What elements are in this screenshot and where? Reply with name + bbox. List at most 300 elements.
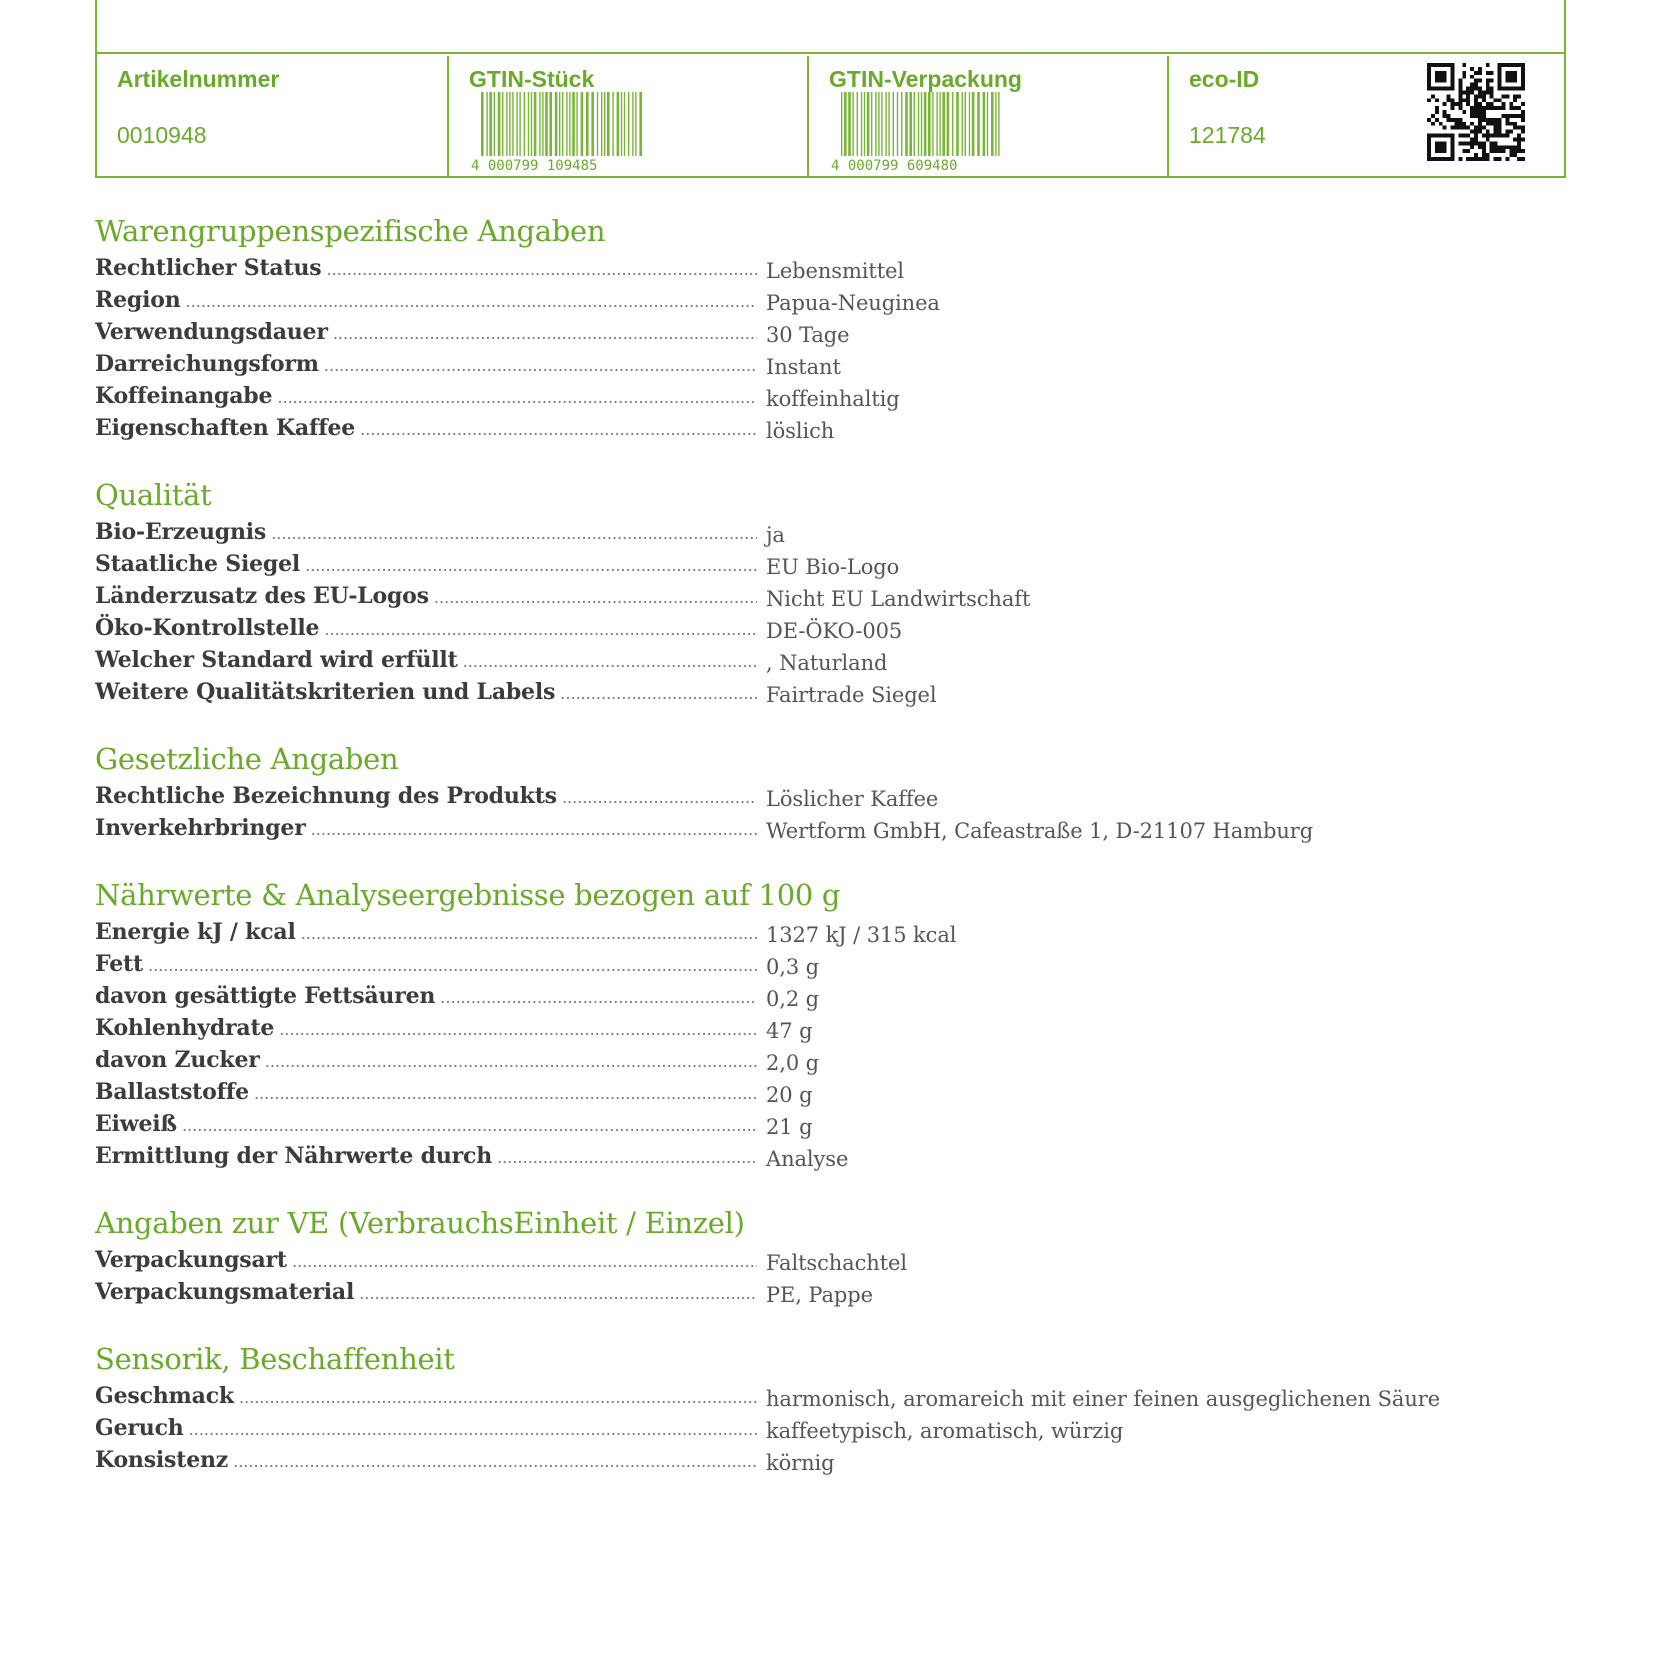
qr-module <box>1474 79 1478 83</box>
spec-label <box>95 516 757 550</box>
qr-module <box>1478 67 1482 71</box>
spec-value: Nicht EU Landwirtschaft <box>766 587 1031 611</box>
section <box>95 876 1575 1172</box>
qr-module <box>1454 102 1458 106</box>
spec-label-text: Kohlenhydrate <box>95 1015 275 1041</box>
spec-label <box>95 1412 757 1446</box>
spec-label-text: Weitere Qualitätskriterien und Labels <box>95 679 556 705</box>
qr-module <box>1486 102 1490 106</box>
spec-row <box>95 380 1575 412</box>
qr-module <box>1474 94 1478 98</box>
spec-value: harmonisch, aromareich mit einer feinen ausgeglichenen Säure <box>766 1387 1441 1411</box>
spec-label-text: Staatliche Siegel <box>95 551 301 577</box>
qr-module <box>1447 94 1451 98</box>
qr-module <box>1470 83 1474 87</box>
barcode-bar <box>924 92 927 156</box>
qr-module <box>1470 130 1474 134</box>
spec-label <box>95 676 757 710</box>
qr-module <box>1462 63 1466 67</box>
qr-module <box>1486 63 1490 67</box>
barcode-bar <box>936 92 937 156</box>
qr-module <box>1517 137 1521 141</box>
qr-module <box>1466 94 1470 98</box>
qr-module <box>1501 114 1505 118</box>
qr-module <box>1458 94 1462 98</box>
qr-module <box>1474 137 1478 141</box>
qr-module <box>1501 145 1505 149</box>
spec-row <box>95 348 1575 380</box>
barcode-bar <box>621 92 622 156</box>
qr-module <box>1458 134 1462 138</box>
qr-module <box>1474 153 1478 157</box>
qr-module <box>1486 153 1490 157</box>
qr-module <box>1462 122 1466 126</box>
qr-module <box>1521 118 1525 122</box>
spec-label-text: davon Zucker <box>95 1047 260 1073</box>
barcode-bar <box>864 92 865 156</box>
qr-module <box>1521 149 1525 153</box>
barcode-bar <box>901 92 902 156</box>
barcode-bar <box>977 92 980 156</box>
qr-module <box>1490 134 1494 138</box>
spec-value: 0,2 g <box>766 987 820 1011</box>
qr-module <box>1478 71 1482 75</box>
barcode-bar <box>965 92 966 156</box>
qr-module <box>1494 122 1498 126</box>
spec-label-text: Geschmack <box>95 1383 234 1409</box>
product-id-header <box>95 0 1566 178</box>
barcode-bar <box>581 92 584 156</box>
spec-label <box>95 348 757 382</box>
qr-module <box>1462 75 1466 79</box>
qr-module <box>1458 87 1462 91</box>
qr-module <box>1509 130 1513 134</box>
barcode-bar <box>607 92 610 156</box>
barcode-bar <box>632 92 633 156</box>
qr-module <box>1486 87 1490 91</box>
qr-module <box>1517 126 1521 130</box>
qr-module <box>1490 122 1494 126</box>
qr-module <box>1486 83 1490 87</box>
qr-module <box>1513 98 1517 102</box>
spec-label <box>95 1044 757 1078</box>
qr-module <box>1494 134 1498 138</box>
barcode-bar <box>867 92 870 156</box>
barcode-bar <box>576 92 577 156</box>
qr-module <box>1482 141 1486 145</box>
qr-module <box>1490 79 1494 83</box>
qr-module <box>1490 141 1494 145</box>
qr-module <box>1517 145 1521 149</box>
qr-module <box>1482 114 1486 118</box>
qr-module <box>1482 110 1486 114</box>
spec-row <box>95 1276 1575 1308</box>
spec-row <box>95 612 1575 644</box>
spec-label <box>95 948 757 982</box>
artikelnummer-value: 0010948 <box>117 122 207 148</box>
spec-row <box>95 516 1575 548</box>
qr-module <box>1494 157 1498 161</box>
spec-label <box>95 1380 757 1414</box>
qr-module <box>1509 122 1513 126</box>
qr-module <box>1458 122 1462 126</box>
barcode-bar <box>875 92 876 156</box>
barcode-bar <box>878 92 879 156</box>
spec-value: Löslicher Kaffee <box>766 787 939 811</box>
qr-module <box>1474 106 1478 110</box>
spec-value: 20 g <box>766 1083 813 1107</box>
qr-module <box>1482 106 1486 110</box>
spec-label <box>95 1012 757 1046</box>
qr-module <box>1490 90 1494 94</box>
section <box>95 740 1575 844</box>
qr-module <box>1454 118 1458 122</box>
qr-module <box>1494 126 1498 130</box>
qr-module <box>1513 114 1517 118</box>
qr-module <box>1466 134 1470 138</box>
qr-module <box>1486 79 1490 83</box>
qr-module <box>1509 149 1513 153</box>
qr-module <box>1443 102 1447 106</box>
gtin-verpackung-label: GTIN-Verpackung <box>829 66 1022 92</box>
qr-module <box>1447 98 1451 102</box>
spec-row <box>95 252 1575 284</box>
spec-label <box>95 1444 757 1478</box>
barcode-bar <box>516 92 517 156</box>
spec-row <box>95 548 1575 580</box>
spec-value: Instant <box>766 355 841 379</box>
spec-row <box>95 812 1575 844</box>
spec-label-text: Ermittlung der Nährwerte durch <box>95 1143 492 1169</box>
qr-module <box>1478 145 1482 149</box>
barcode-bar <box>905 92 908 156</box>
spec-value: Analyse <box>766 1147 849 1171</box>
qr-module <box>1494 149 1498 153</box>
spec-label <box>95 644 757 678</box>
barcode-bar <box>881 92 882 156</box>
spec-label-text: Eiweiß <box>95 1111 177 1137</box>
barcode-bar <box>628 92 629 156</box>
qr-module <box>1470 75 1474 79</box>
spec-label-text: Konsistenz <box>95 1447 229 1473</box>
qr-module <box>1513 106 1517 110</box>
qr-module <box>1505 134 1509 138</box>
qr-module <box>1486 134 1490 138</box>
spec-label <box>95 1076 757 1110</box>
qr-module <box>1470 90 1474 94</box>
qr-module <box>1451 126 1455 130</box>
section <box>95 1340 1575 1476</box>
qr-module <box>1462 110 1466 114</box>
qr-module <box>1501 94 1505 98</box>
barcode-bar <box>928 92 931 156</box>
qr-module <box>1451 102 1455 106</box>
spec-value: Fairtrade Siegel <box>766 683 937 707</box>
section-title: Sensorik, Beschaffenheit <box>95 1342 455 1376</box>
qr-module <box>1451 106 1455 110</box>
barcode-bar <box>506 92 507 156</box>
spec-label-text: Inverkehrbringer <box>95 815 306 841</box>
qr-module <box>1458 141 1462 145</box>
barcode-bar <box>914 92 915 156</box>
qr-module <box>1498 126 1502 130</box>
barcode-bar <box>498 92 501 156</box>
qr-module <box>1517 106 1521 110</box>
spec-row <box>95 1140 1575 1172</box>
spec-label-text: Verpackungsmaterial <box>95 1279 355 1305</box>
spec-row <box>95 676 1575 708</box>
qr-module <box>1505 122 1509 126</box>
qr-module <box>1462 71 1466 75</box>
spec-label-text: Verpackungsart <box>95 1247 287 1273</box>
barcode-bar <box>549 92 552 156</box>
qr-module <box>1431 114 1435 118</box>
qr-module <box>1462 141 1466 145</box>
qr-module <box>1513 122 1517 126</box>
spec-row <box>95 284 1575 316</box>
eco-id-value: 121784 <box>1189 122 1266 148</box>
qr-module <box>1521 114 1525 118</box>
qr-module <box>1458 83 1462 87</box>
section <box>95 212 1575 444</box>
barcode-bar <box>566 92 567 156</box>
spec-value: 0,3 g <box>766 955 820 979</box>
barcode-bar <box>489 92 492 156</box>
qr-module <box>1501 102 1505 106</box>
barcode-bar <box>502 92 503 156</box>
qr-module <box>1454 126 1458 130</box>
spec-value: DE-ÖKO-005 <box>766 619 903 643</box>
qr-module <box>1466 102 1470 106</box>
qr-module <box>1435 141 1447 153</box>
qr-module <box>1517 141 1521 145</box>
qr-module <box>1501 134 1505 138</box>
barcode-bar <box>597 92 598 156</box>
qr-module <box>1462 90 1466 94</box>
qr-module <box>1490 71 1494 75</box>
qr-module <box>1494 145 1498 149</box>
barcode-bar <box>969 92 970 156</box>
spec-label-text: Länderzusatz des EU-Logos <box>95 583 429 609</box>
qr-module <box>1478 118 1482 122</box>
qr-module <box>1505 130 1509 134</box>
spec-label <box>95 284 757 318</box>
spec-row <box>95 580 1575 612</box>
spec-row <box>95 1412 1575 1444</box>
spec-row <box>95 980 1575 1012</box>
qr-module <box>1490 118 1494 122</box>
qr-module <box>1462 134 1466 138</box>
qr-module <box>1478 79 1482 83</box>
spec-label <box>95 612 757 646</box>
qr-module <box>1435 106 1439 110</box>
qr-module <box>1474 126 1478 130</box>
spec-value: , Naturland <box>766 651 888 675</box>
qr-module <box>1501 106 1505 110</box>
qr-module <box>1498 145 1502 149</box>
qr-module <box>1486 122 1490 126</box>
qr-module <box>1466 98 1470 102</box>
qr-module <box>1470 157 1474 161</box>
barcode-bar <box>617 92 620 156</box>
qr-module <box>1474 71 1478 75</box>
spec-value: körnig <box>766 1451 835 1475</box>
spec-value: Lebensmittel <box>766 259 904 283</box>
spec-value: koffeinhaltig <box>766 387 900 411</box>
qr-module <box>1486 137 1490 141</box>
qr-module <box>1478 90 1482 94</box>
spec-value: 30 Tage <box>766 323 850 347</box>
barcode-bar <box>555 92 558 156</box>
barcode-bar <box>909 92 912 156</box>
qr-module <box>1447 114 1451 118</box>
barcode-bar <box>987 92 988 156</box>
spec-label <box>95 1276 757 1310</box>
qr-module <box>1482 90 1486 94</box>
qr-module <box>1521 130 1525 134</box>
qr-module <box>1521 157 1525 161</box>
spec-value: Faltschachtel <box>766 1251 907 1275</box>
spec-label <box>95 980 757 1014</box>
barcode-bar <box>871 92 872 156</box>
qr-module <box>1454 122 1458 126</box>
spec-value: Wertform GmbH, Cafeastraße 1, D-21107 Hamburg <box>766 819 1314 843</box>
barcode-bar <box>942 92 945 156</box>
barcode-bar <box>572 92 575 156</box>
qr-module <box>1509 153 1513 157</box>
qr-module <box>1482 98 1486 102</box>
gtin-stueck-barcode-digits: 4 000799 109485 <box>471 158 598 172</box>
spec-value: EU Bio-Logo <box>766 555 900 579</box>
barcode-bar <box>542 92 543 156</box>
spec-label-text: Welcher Standard wird erfüllt <box>95 647 458 673</box>
qr-module <box>1513 149 1517 153</box>
barcode-bar <box>512 92 513 156</box>
qr-module <box>1458 90 1462 94</box>
spec-value: 21 g <box>766 1115 813 1139</box>
spec-label-text: Rechtliche Bezeichnung des Produkts <box>95 783 557 809</box>
spec-label <box>95 252 757 286</box>
qr-module <box>1458 118 1462 122</box>
qr-module <box>1435 110 1439 114</box>
spec-label-text: Bio-Erzeugnis <box>95 519 267 545</box>
qr-module <box>1521 102 1525 106</box>
qr-module <box>1505 114 1509 118</box>
spec-row <box>95 1108 1575 1140</box>
qr-module <box>1458 102 1462 106</box>
qr-module <box>1521 137 1525 141</box>
qr-module <box>1509 106 1513 110</box>
qr-module <box>1498 157 1502 161</box>
qr-module <box>1478 114 1482 118</box>
qr-module <box>1505 94 1509 98</box>
qr-module <box>1498 122 1502 126</box>
barcode-bar <box>848 92 851 156</box>
spec-row <box>95 316 1575 348</box>
qr-module <box>1478 87 1482 91</box>
qr-module <box>1474 87 1478 91</box>
qr-module <box>1486 106 1490 110</box>
qr-module <box>1517 149 1521 153</box>
spec-label-text: Verwendungsdauer <box>95 319 328 345</box>
gtin-stueck-label: GTIN-Stück <box>469 66 595 92</box>
qr-module <box>1498 134 1502 138</box>
spec-label-text: Öko-Kontrollstelle <box>95 615 320 641</box>
qr-module <box>1470 114 1474 118</box>
section-title: Nährwerte & Analyseergebnisse bezogen auf 100 g <box>95 878 841 912</box>
qr-module <box>1458 98 1462 102</box>
spec-label <box>95 812 757 846</box>
qr-module <box>1517 134 1521 138</box>
barcode-bar <box>962 92 963 156</box>
barcode-bar <box>591 92 594 156</box>
barcode-bar <box>852 92 853 156</box>
qr-module <box>1474 83 1478 87</box>
spec-label <box>95 548 757 582</box>
qr-module <box>1427 98 1431 102</box>
spec-label <box>95 380 757 414</box>
qr-module <box>1490 102 1494 106</box>
spec-row <box>95 1012 1575 1044</box>
qr-module <box>1486 157 1490 161</box>
spec-row <box>95 916 1575 948</box>
barcode-bar <box>939 92 940 156</box>
qr-module <box>1474 98 1478 102</box>
qr-module <box>1478 141 1482 145</box>
barcode-bar <box>528 92 529 156</box>
spec-label-text: Koffeinangabe <box>95 383 273 409</box>
qr-module <box>1470 137 1474 141</box>
spec-value: 2,0 g <box>766 1051 820 1075</box>
spec-label <box>95 1244 757 1278</box>
qr-module <box>1482 149 1486 153</box>
qr-module <box>1513 145 1517 149</box>
qr-module <box>1427 118 1431 122</box>
qr-module <box>1474 114 1478 118</box>
qr-module <box>1521 110 1525 114</box>
spec-label-text: Ballaststoffe <box>95 1079 249 1105</box>
qr-module <box>1466 90 1470 94</box>
qr-module <box>1466 141 1470 145</box>
qr-module <box>1490 87 1494 91</box>
qr-module <box>1482 94 1486 98</box>
qr-module <box>1509 145 1513 149</box>
qr-module <box>1466 149 1470 153</box>
barcode-bar <box>932 92 933 156</box>
qr-module <box>1431 94 1435 98</box>
barcode-bar <box>897 92 898 156</box>
qr-module <box>1466 87 1470 91</box>
qr-module <box>1494 141 1498 145</box>
qr-module <box>1505 157 1509 161</box>
section-title: Warengruppenspezifische Angaben <box>95 214 606 248</box>
spec-label-text: Rechtlicher Status <box>95 255 322 281</box>
spec-row <box>95 644 1575 676</box>
spec-value: PE, Pappe <box>766 1283 873 1307</box>
qr-module <box>1498 130 1502 134</box>
qr-module <box>1470 67 1474 71</box>
qr-module <box>1478 110 1482 114</box>
spec-value: Papua-Neuginea <box>766 291 940 315</box>
qr-module <box>1443 114 1447 118</box>
spec-row <box>95 1076 1575 1108</box>
qr-module <box>1494 106 1498 110</box>
spec-row <box>95 948 1575 980</box>
qr-module <box>1478 126 1482 130</box>
qr-module <box>1458 106 1462 110</box>
spec-row <box>95 1044 1575 1076</box>
qr-module <box>1517 114 1521 118</box>
